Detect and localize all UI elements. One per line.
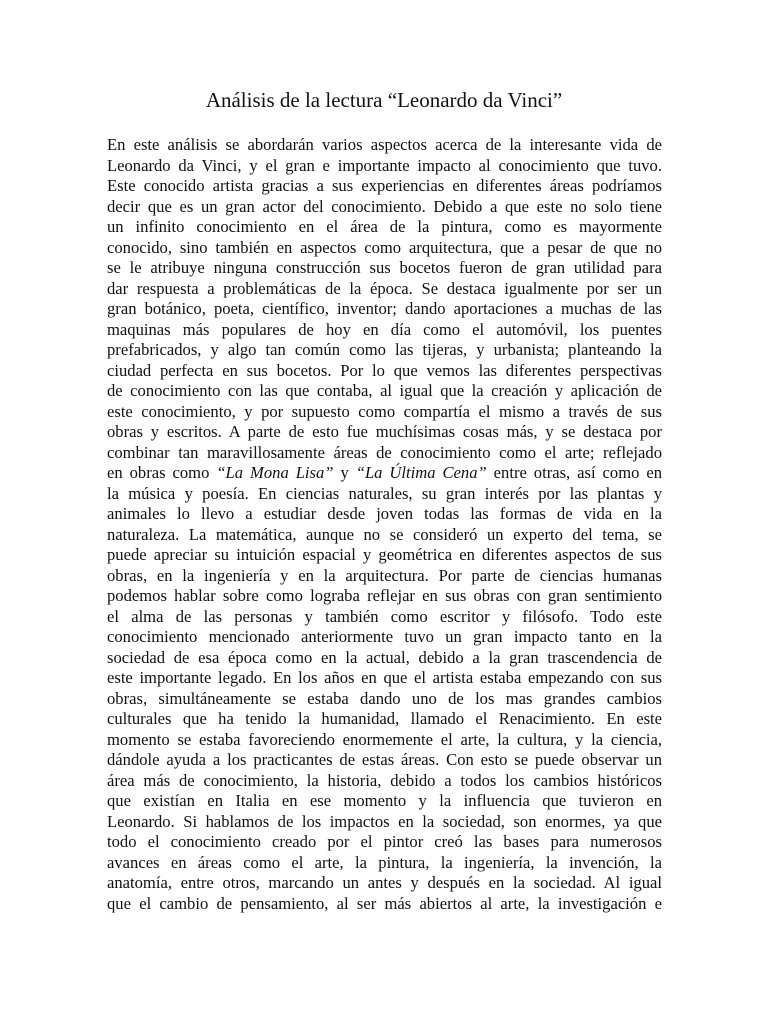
text-line: el alma de las personas y también como escritor y filósofo. Todo este bbox=[107, 606, 662, 626]
text-line: prefabricados, y algo tan común como las tijeras, y urbanista; planteando la bbox=[107, 340, 662, 359]
text-line: dándole ayuda a los practicantes de estas áreas. Con esto se puede observar un bbox=[107, 750, 662, 769]
text-line: que existían en Italia en ese momento y la influencia que tuvieron en bbox=[107, 791, 662, 810]
text-line: animales lo llevo a estudiar desde joven todas las formas de vida en la bbox=[107, 504, 662, 523]
line-text-pre: en obras como bbox=[107, 463, 217, 482]
text-line: culturales que ha tenido la humanidad, llamado el Renacimiento. En este bbox=[107, 709, 662, 728]
text-line: decir que es un gran actor del conocimiento. Debido a que este no solo tiene bbox=[107, 196, 662, 216]
text-line: anatomía, entre otros, marcando un antes y después en la sociedad. Al igual bbox=[107, 873, 662, 892]
text-line: conocimiento mencionado anteriormente tuvo un gran impacto tanto en la bbox=[107, 627, 662, 646]
text-line: podemos hablar sobre como lograba reflejar en sus obras con gran sentimiento bbox=[107, 586, 662, 605]
text-line: dar respuesta a problemáticas de la época. Se destaca igualmente por ser un bbox=[107, 278, 662, 298]
text-line: se le atribuye ninguna construcción sus bocetos fueron de gran utilidad para bbox=[107, 258, 662, 277]
text-line: este importante legado. En los años en que el artista estaba empezando con sus bbox=[107, 668, 662, 687]
text-line: maquinas más populares de hoy en día como el automóvil, los puentes bbox=[107, 319, 662, 339]
text-line: un infinito conocimiento en el área de la pintura, como es mayormente bbox=[107, 217, 662, 236]
text-line: combinar tan maravillosamente áreas de conocimiento como el arte; reflejado bbox=[107, 442, 662, 462]
text-line: este conocimiento, y por supuesto como compartía el mismo a través de sus bbox=[107, 401, 662, 421]
text-line: En este análisis se abordarán varios aspectos acerca de la interesante vida de bbox=[107, 135, 662, 154]
artwork-title-ultima-cena: “La Última Cena” bbox=[355, 463, 487, 482]
text-line: Leonardo da Vinci, y el gran e importante impacto al conocimiento que tuvo. bbox=[107, 155, 662, 175]
text-line: Este conocido artista gracias a sus experiencias en diferentes áreas podríamos bbox=[107, 176, 662, 195]
text-line-with-italics bbox=[107, 463, 662, 484]
text-line: de conocimiento con las que contaba, al igual que la creación y aplicación de bbox=[107, 381, 662, 400]
document-body bbox=[107, 135, 662, 914]
text-line: obras, en la ingeniería y en la arquitectura. Por parte de ciencias humanas bbox=[107, 565, 662, 585]
text-line: naturaleza. La matemática, aunque no se consideró un experto del tema, se bbox=[107, 524, 662, 544]
text-line: obras, simultáneamente se estaba dando uno de los mas grandes cambios bbox=[107, 688, 662, 708]
line-text-post: entre otras, así como en bbox=[486, 463, 663, 482]
document-title: Análisis de la lectura “Leonardo da Vinci” bbox=[205, 88, 563, 112]
text-line: avances en áreas como el arte, la pintura, la ingeniería, la invención, la bbox=[107, 852, 662, 872]
text-line: gran botánico, poeta, científico, inventor; dando aportaciones a muchas de las bbox=[107, 299, 662, 318]
artwork-title-mona-lisa: “La Mona Lisa” bbox=[216, 463, 334, 482]
text-line: momento se estaba favoreciendo enormemente el arte, la cultura, y la ciencia, bbox=[107, 729, 662, 749]
text-line: sociedad de esa época como en la actual, debido a la gran trascendencia de bbox=[107, 647, 662, 667]
line-text-mid: y bbox=[333, 463, 356, 482]
text-line: ciudad perfecta en sus bocetos. Por lo que vemos las diferentes perspectivas bbox=[107, 360, 662, 380]
text-line: obras y escritos. A parte de esto fue muchísimas cosas más, y se destaca por bbox=[107, 422, 662, 441]
text-line: que el cambio de pensamiento, al ser más abiertos al arte, la investigación e bbox=[107, 893, 662, 913]
text-line: puede apreciar su intuición espacial y geométrica en diferentes aspectos de sus bbox=[107, 545, 662, 564]
text-line: área más de conocimiento, la historia, debido a todos los cambios históricos bbox=[107, 770, 662, 790]
text-line: todo el conocimiento creado por el pintor creó las bases para numerosos bbox=[107, 832, 662, 851]
text-line: la música y poesía. En ciencias naturales, su gran interés por las plantas y bbox=[107, 483, 662, 503]
text-line: Leonardo. Si hablamos de los impactos en la sociedad, son enormes, ya que bbox=[107, 811, 662, 831]
text-line: conocido, sino también en aspectos como arquitectura, que a pesar de que no bbox=[107, 237, 662, 257]
